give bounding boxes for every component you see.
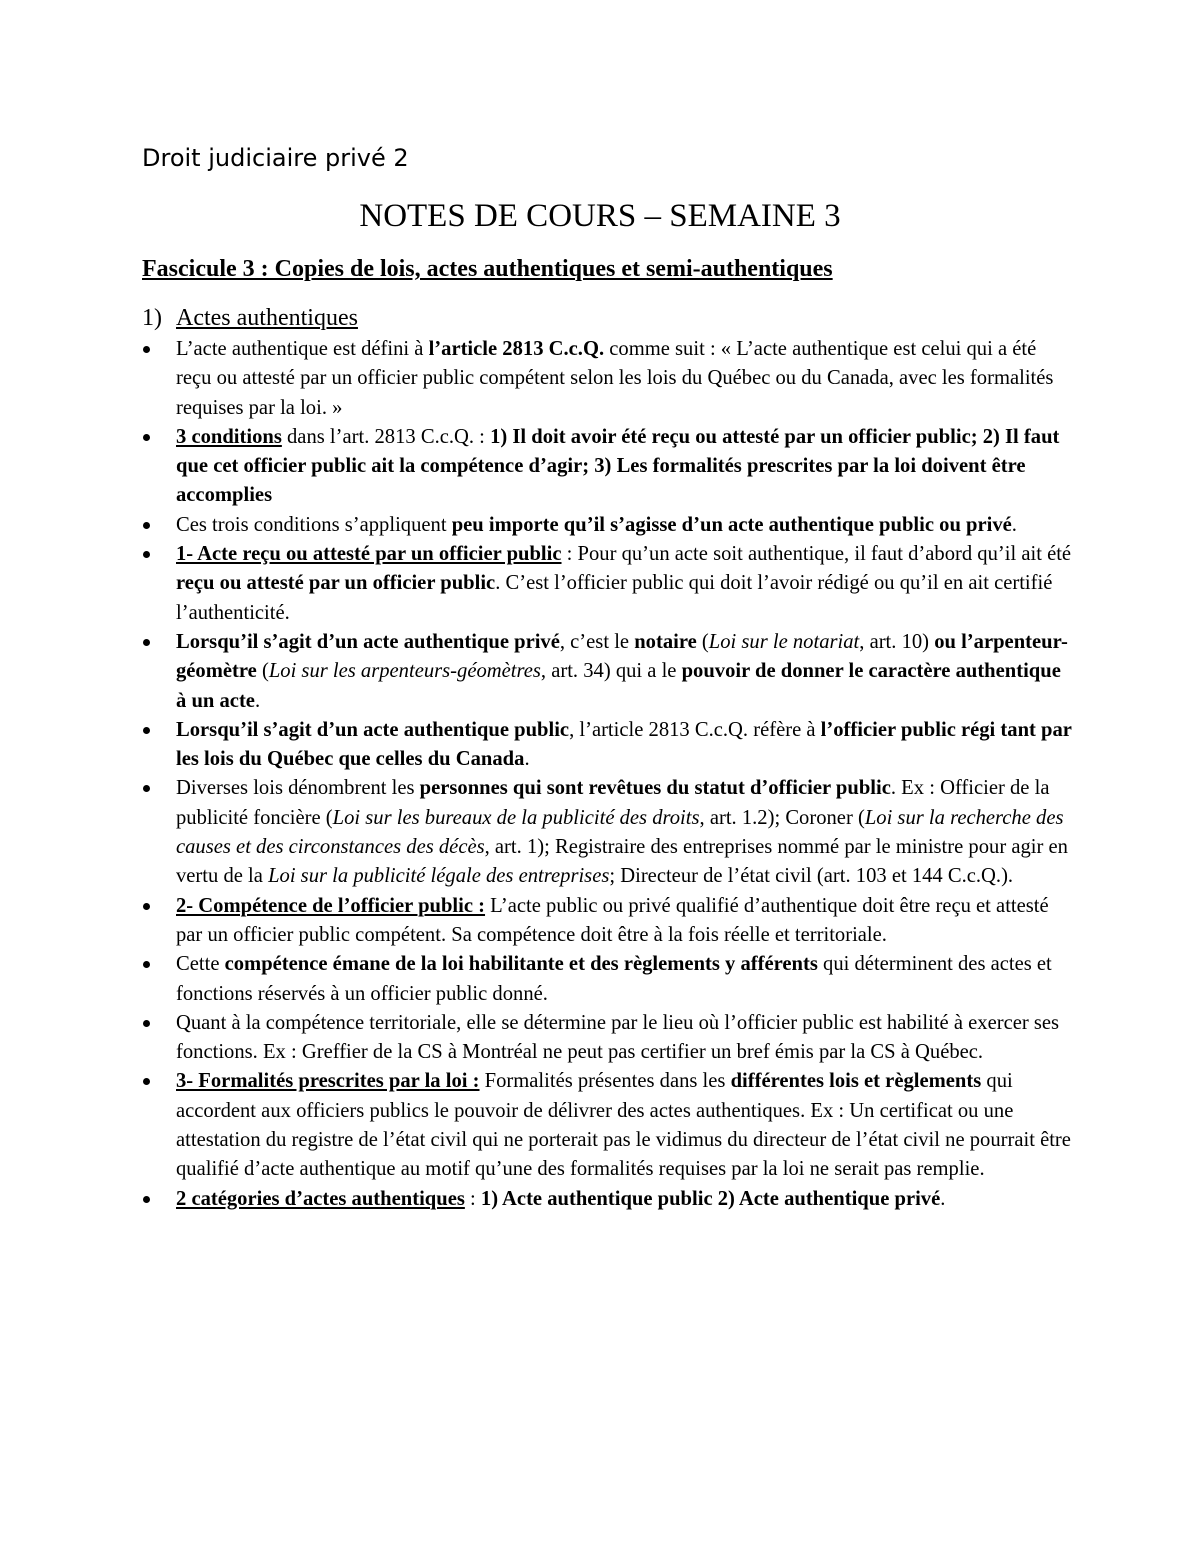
list-item <box>142 1185 1072 1214</box>
text-segment: 1) Acte authentique public 2) Acte authentique privé <box>480 1187 941 1210</box>
bullet-icon <box>143 1078 150 1085</box>
text-segment: 2- Compétence de l’officier public : <box>176 894 486 917</box>
bullet-icon <box>143 434 150 441</box>
text-segment: Loi sur la recherche des causes et des circonstances des décès <box>176 806 1064 859</box>
list-item <box>142 540 1072 628</box>
text-segment: Loi sur le notariat <box>708 630 860 653</box>
bullet-icon <box>143 785 150 792</box>
list-item <box>142 423 1072 511</box>
text-segment: Lorsqu’il s’agit d’un acte authentique privé <box>176 630 560 653</box>
list-item <box>142 716 1072 775</box>
text-segment: Ces trois conditions s’appliquent <box>176 513 452 536</box>
bullet-icon <box>143 903 150 910</box>
list-item <box>142 1009 1072 1068</box>
text-segment: qui déterminent des actes et fonctions réservés à un officier public donné. <box>176 953 1052 1005</box>
text-segment: 1) Il doit avoir été reçu ou attesté par un officier public; 2) Il faut que cet officier public ait la compétence d’agir; 3) Les formalités prescrites par la loi doivent être accomplies <box>176 425 1060 507</box>
list-item <box>142 1067 1072 1184</box>
text-segment: qui accordent aux officiers publics le pouvoir de délivrer des actes authentiques. Ex : Un certificat ou une attestation du registre de l’état civil qui ne porterait pas le vidimus du directeur de l’état civil ne pourrait être qualifié d’acte authentique au motif qu’une des formalités requises par la loi ne serait pas remplie. <box>176 1070 1071 1181</box>
list-item <box>142 774 1072 891</box>
text-segment: . Ex : Officier de la publicité foncière ( <box>176 777 1050 829</box>
course-name: Droit judiciaire privé 2 <box>142 144 409 172</box>
text-segment: Cette <box>176 953 225 976</box>
text-segment: Lorsqu’il s’agit d’un acte authentique public <box>176 718 570 741</box>
text-segment: Loi sur les bureaux de la publicité des droits <box>332 806 700 829</box>
text-segment: personnes qui sont revêtues du statut d’officier public <box>419 777 891 800</box>
section-heading <box>142 303 358 333</box>
list-item <box>142 335 1072 423</box>
bullet-icon <box>143 1196 150 1203</box>
text-segment: ; Directeur de l’état civil (art. 103 et 144 C.c.Q.). <box>609 865 1014 888</box>
bullet-icon <box>143 727 150 734</box>
bullet-icon <box>143 639 150 646</box>
text-segment: , art. 1); Registraire des entreprises nommé par le ministre pour agir en vertu de la <box>176 836 1068 888</box>
text-segment: , art. 34) qui a le <box>540 660 682 683</box>
text-segment: : Pour qu’un acte soit authentique, il faut d’abord qu’il ait été <box>561 543 1072 566</box>
text-segment: : <box>464 1187 481 1210</box>
text-segment: peu importe qu’il s’agisse d’un acte authentique public ou privé <box>451 513 1012 536</box>
fascicule-heading: Fascicule 3 : Copies de lois, actes authentiques et semi-authentiques <box>142 256 833 282</box>
text-segment: Loi sur la publicité légale des entreprises <box>268 865 610 888</box>
text-segment: L’acte public ou privé qualifié d’authentique doit être reçu et attesté par un officier public compétent. Sa compétence doit être à la fois réelle et territoriale. <box>176 894 1049 946</box>
text-segment: , art. 10) <box>859 630 935 653</box>
bullet-icon <box>143 961 150 968</box>
list-item <box>142 950 1072 1009</box>
list-item <box>142 511 1072 540</box>
text-segment: dans l’art. 2813 C.c.Q. : <box>281 425 491 448</box>
text-segment: différentes lois et règlements <box>730 1070 982 1093</box>
bullet-list <box>142 335 1072 1214</box>
text-segment: L’acte authentique est défini à <box>176 338 429 360</box>
bullet-icon <box>143 551 150 558</box>
bullet-icon <box>143 522 150 529</box>
text-segment: l’article 2813 C.c.Q. <box>428 338 605 360</box>
text-segment: comme suit : « L’acte authentique est celui qui a été reçu ou attesté par un officier public compétent selon les lois du Québec ou du Canada, avec les formalités requises par la loi. » <box>176 338 1054 419</box>
text-segment: reçu ou attesté par un officier public <box>176 572 496 595</box>
list-item <box>142 892 1072 951</box>
text-segment: Quant à la compétence territoriale, elle se détermine par le lieu où l’officier public est habilité à exercer ses fonctions. Ex : Greffier de la CS à Montréal ne peut pas certifier un bref émis par la CS à Québec. <box>176 1011 1060 1064</box>
text-segment: Loi sur les arpenteurs-géomètres <box>268 660 541 683</box>
text-segment: ( <box>696 630 709 653</box>
page-title: NOTES DE COURS – SEMAINE 3 <box>359 198 841 234</box>
text-segment: , l’article 2813 C.c.Q. réfère à <box>569 718 821 741</box>
text-segment: notaire <box>634 630 697 653</box>
text-segment: . <box>1011 513 1017 536</box>
text-segment: 3 conditions <box>176 425 282 448</box>
section-title: Actes authentiques <box>176 305 358 331</box>
text-segment: . <box>524 748 530 771</box>
text-segment: 3- Formalités prescrites par la loi : <box>176 1070 480 1093</box>
text-segment: ( <box>256 660 269 683</box>
text-segment: pouvoir de donner le caractère authentique à un acte <box>176 660 1061 712</box>
text-segment: ou l’arpenteur-géomètre <box>176 630 1068 683</box>
text-segment: 1- Acte reçu ou attesté par un officier public <box>176 543 562 566</box>
bullet-icon <box>143 346 150 353</box>
text-segment: , c’est le <box>559 630 635 653</box>
text-segment: l’officier public régi tant par les lois du Québec que celles du Canada <box>176 718 1072 771</box>
list-item <box>142 628 1072 716</box>
text-segment: . C’est l’officier public qui doit l’avoir rédigé ou qu’il en ait certifié l’authenticité. <box>176 572 1053 624</box>
text-segment: , art. 1.2); Coroner ( <box>699 806 865 829</box>
bullet-icon <box>143 1020 150 1027</box>
text-segment: 2 catégories d’actes authentiques <box>176 1187 465 1210</box>
section-number: 1) <box>142 305 162 331</box>
text-segment: . <box>254 689 261 712</box>
text-segment: Formalités présentes dans les <box>479 1070 731 1093</box>
text-segment: . <box>940 1187 946 1210</box>
text-segment: compétence émane de la loi habilitante et des règlements y afférents <box>224 953 818 976</box>
text-segment: Diverses lois dénombrent les <box>176 777 420 800</box>
